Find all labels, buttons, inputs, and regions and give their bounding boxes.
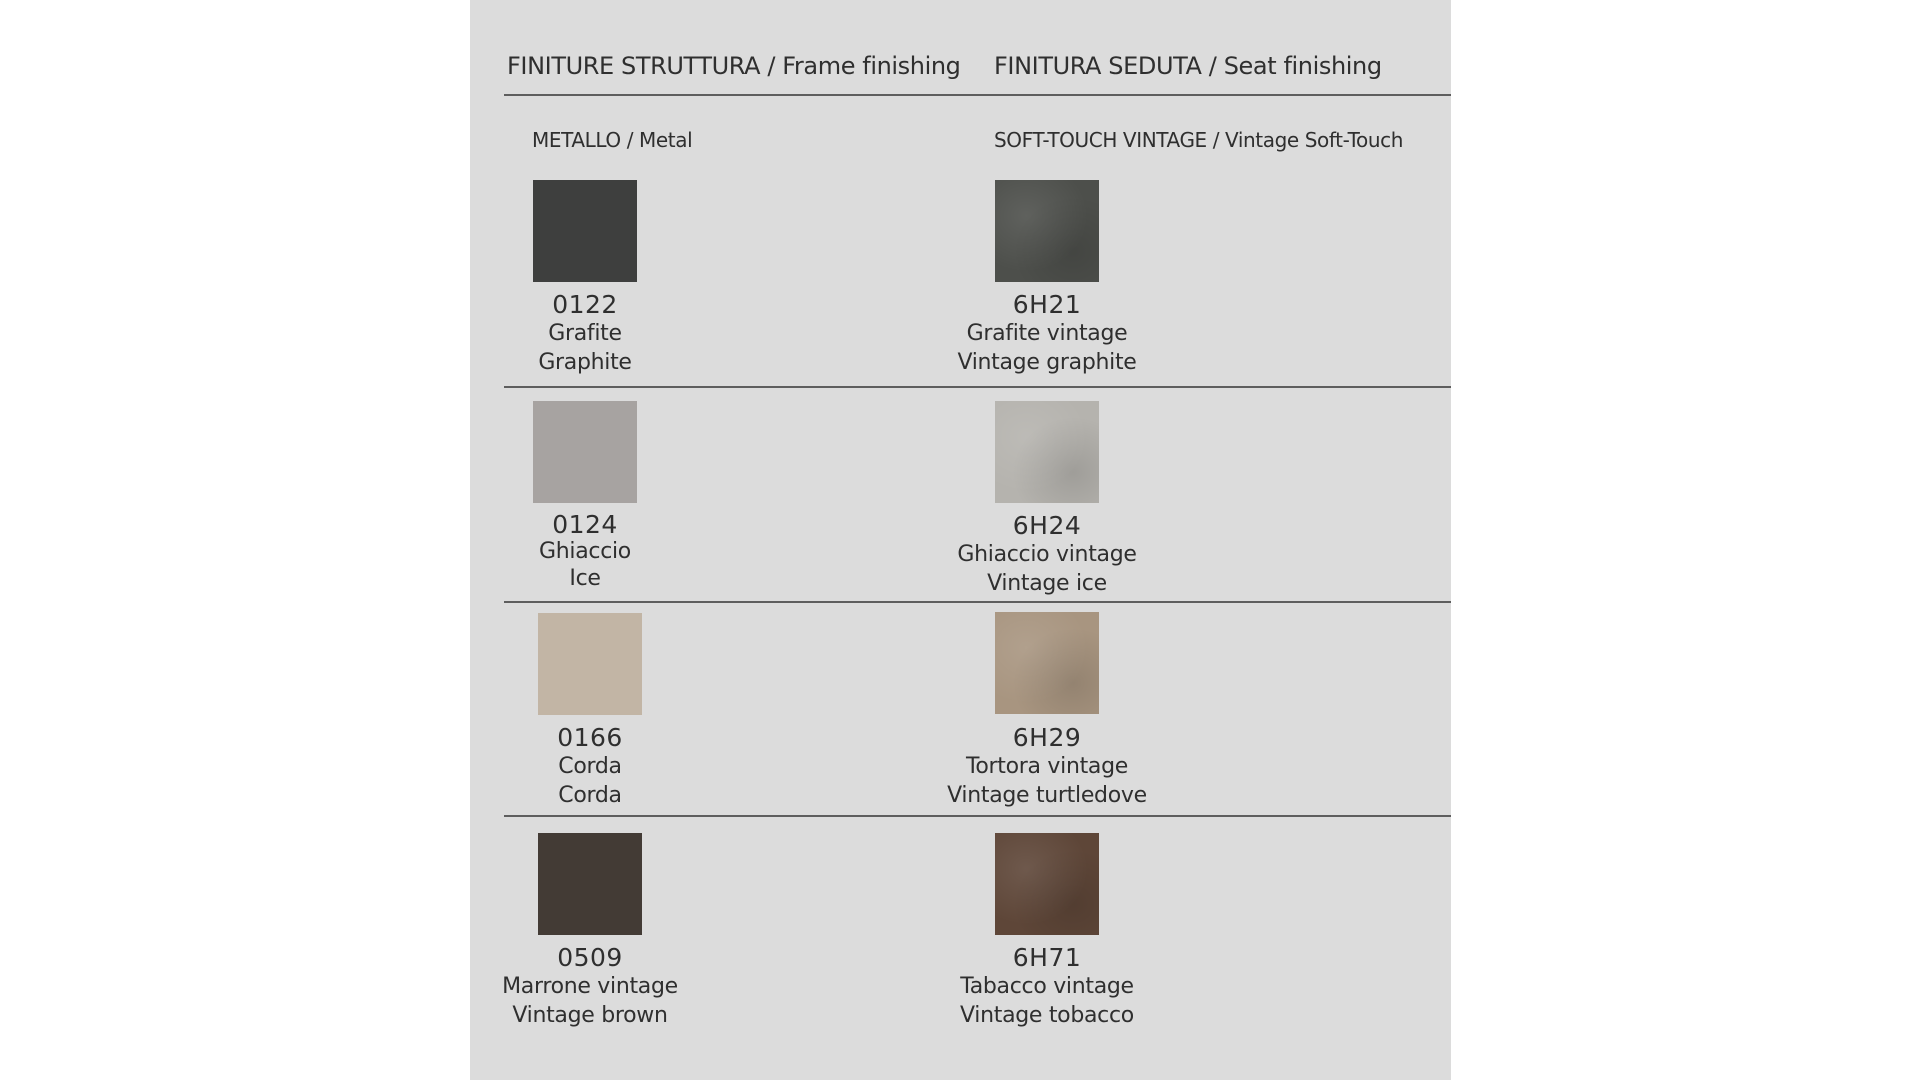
frame-finish-label (470, 943, 710, 1030)
row-divider (504, 386, 1451, 388)
seat-finish-label (927, 290, 1167, 377)
seat-finish-label (927, 511, 1167, 598)
seat-finish-label (927, 723, 1167, 810)
seat-finish-label (927, 943, 1167, 1030)
seat-swatch-6h29[interactable] (995, 612, 1099, 714)
frame-finish-label (465, 290, 705, 377)
finish-code: 0166 (557, 723, 623, 752)
finish-code: 6H29 (1012, 723, 1082, 752)
frame-finish-label (470, 723, 710, 810)
seat-swatch-6h24[interactable] (995, 401, 1099, 503)
finishes-panel (470, 0, 1451, 1080)
finish-name-en: Vintage graphite (957, 350, 1137, 375)
frame-swatch-0122[interactable] (533, 180, 637, 282)
finish-code: 6H21 (1012, 290, 1082, 319)
finish-code: 6H24 (1012, 511, 1082, 540)
finish-name-en: Ice (569, 566, 601, 591)
finish-code: 6H71 (1012, 943, 1082, 972)
finish-code: 0122 (552, 290, 618, 319)
finish-name-en: Graphite (538, 350, 632, 375)
frame-material-subheader: METALLO / Metal (532, 128, 693, 152)
frame-swatch-0124[interactable] (533, 401, 637, 503)
finish-name-it: Grafite vintage (966, 321, 1128, 346)
finish-name-en: Vintage brown (512, 1003, 668, 1028)
finish-name-it: Tabacco vintage (960, 974, 1134, 999)
finish-code: 0124 (552, 510, 618, 539)
finish-name-en: Vintage turtledove (947, 783, 1147, 808)
seat-swatch-6h71[interactable] (995, 833, 1099, 935)
row-divider (504, 815, 1451, 817)
finish-name-en: Vintage tobacco (960, 1003, 1134, 1028)
seat-material-subheader: SOFT-TOUCH VINTAGE / Vintage Soft-Touch (994, 128, 1404, 152)
finish-name-it: Corda (558, 754, 622, 779)
frame-swatch-0509[interactable] (538, 833, 642, 935)
frame-finish-label (465, 511, 705, 592)
finish-name-it: Marrone vintage (502, 974, 678, 999)
frame-finishing-header: FINITURE STRUTTURA / Frame finishing (507, 52, 961, 80)
finish-name-en: Vintage ice (987, 571, 1107, 596)
row-divider (504, 601, 1451, 603)
finish-name-it: Ghiaccio (539, 539, 631, 564)
finish-name-it: Ghiaccio vintage (957, 542, 1137, 567)
frame-swatch-0166[interactable] (538, 613, 642, 715)
finish-name-it: Grafite (548, 321, 622, 346)
seat-swatch-6h21[interactable] (995, 180, 1099, 282)
header-divider (504, 94, 1451, 96)
finish-name-it: Tortora vintage (966, 754, 1128, 779)
finish-code: 0509 (557, 943, 623, 972)
seat-finishing-header: FINITURA SEDUTA / Seat finishing (994, 52, 1382, 80)
finish-name-en: Corda (558, 783, 622, 808)
